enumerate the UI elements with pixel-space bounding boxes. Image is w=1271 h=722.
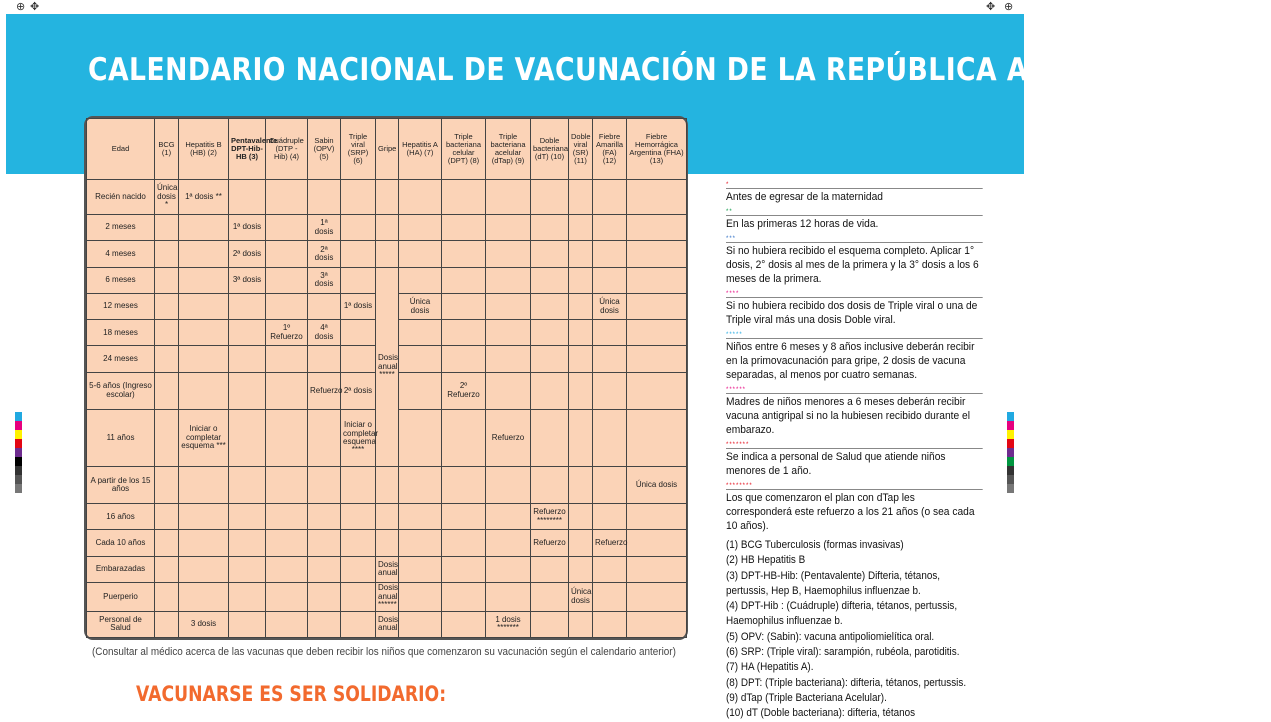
table-cell (531, 556, 569, 582)
table-row (87, 504, 687, 530)
table-cell: 2º Refuerzo (442, 372, 486, 409)
row-label: 18 meses (87, 320, 155, 346)
table-cell (155, 556, 179, 582)
table-cell (266, 372, 308, 409)
column-header: Doble bacteriana (dT) (10) (531, 119, 569, 180)
table-cell: Única dosis * (155, 180, 179, 215)
column-header: Triple bacteriana celular (DPT) (8) (442, 119, 486, 180)
table-cell (308, 346, 341, 372)
table-cell: Dosis anual (376, 611, 399, 637)
table-cell (179, 582, 229, 611)
footnote-text: Antes de egresar de la maternidad (726, 188, 983, 204)
row-label: 4 meses (87, 241, 155, 267)
table-cell (229, 372, 266, 409)
table-cell (376, 530, 399, 556)
footnotes (726, 182, 986, 538)
table-cell (486, 556, 531, 582)
table-cell (399, 267, 442, 293)
table-cell (266, 466, 308, 503)
table-cell (229, 320, 266, 346)
table-cell: 1º Refuerzo (266, 320, 308, 346)
table-cell (308, 582, 341, 611)
table-cell (593, 267, 627, 293)
abbreviation-line: (2) HB Hepatitis B (726, 554, 806, 567)
table-cell (399, 180, 442, 215)
table-cell (593, 346, 627, 372)
row-label: Cada 10 años (87, 530, 155, 556)
table-cell: 3ª dosis (308, 267, 341, 293)
footnote-text: Se indica a personal de Salud que atiende niños menores de 1 año. (726, 448, 983, 478)
table-cell (155, 293, 179, 319)
table-cell (229, 180, 266, 215)
table-cell (486, 504, 531, 530)
footnote-mark: ****** (726, 387, 747, 393)
table-cell (155, 215, 179, 241)
footnote-mark: * (726, 182, 730, 188)
table-cell (155, 241, 179, 267)
table-cell (442, 180, 486, 215)
row-label: 2 meses (87, 215, 155, 241)
table-cell (442, 215, 486, 241)
footnote-mark: ** (726, 209, 733, 215)
table-cell: Iniciar o completar esquema *** (179, 409, 229, 466)
abbreviation-line: (7) HA (Hepatitis A). (726, 661, 814, 674)
column-header: Hepatitis A (HA) (7) (399, 119, 442, 180)
table-cell (442, 611, 486, 637)
column-header: Triple viral (SRP) (6) (341, 119, 376, 180)
table-cell: Refuerzo (486, 409, 531, 466)
abbreviation-line: (6) SRP: (Triple viral): sarampión, rubéola, parotiditis. (726, 646, 960, 659)
table-cell (486, 180, 531, 215)
table-cell: Única dosis (399, 293, 442, 319)
table-cell (229, 466, 266, 503)
abbreviation-line: (10) dT (Doble bacteriana): difteria, tétanos (726, 707, 916, 720)
table-cell (531, 320, 569, 346)
table-cell (179, 215, 229, 241)
table-cell (627, 409, 687, 466)
table-cell (442, 320, 486, 346)
table-cell (399, 409, 442, 466)
column-header: Pentavalente DPT-Hib-HB (3) (229, 119, 266, 180)
table-cell (442, 267, 486, 293)
table-cell: 2ª dosis (308, 241, 341, 267)
table-cell (341, 320, 376, 346)
table-cell (569, 267, 593, 293)
table-cell (486, 215, 531, 241)
table-cell (341, 346, 376, 372)
footnote-text: Si no hubiera recibido dos dosis de Triple viral o una de Triple viral más una dosis Doble viral. (726, 297, 983, 327)
table-cell (569, 293, 593, 319)
table-row (87, 241, 687, 267)
table-cell (266, 530, 308, 556)
table-cell (442, 582, 486, 611)
table-cell (229, 556, 266, 582)
table-cell (531, 466, 569, 503)
table-cell (341, 611, 376, 637)
table-cell: 1ª dosis ** (179, 180, 229, 215)
table-cell (627, 241, 687, 267)
table-cell (531, 346, 569, 372)
table-cell (308, 409, 341, 466)
row-label: 5-6 años (Ingreso escolar) (87, 372, 155, 409)
table-cell (627, 293, 687, 319)
row-label: 24 meses (87, 346, 155, 372)
registration-mark-icon: ✥ (986, 1, 996, 13)
table-cell (442, 409, 486, 466)
table-cell (486, 346, 531, 372)
row-label: 11 años (87, 409, 155, 466)
table-cell (376, 466, 399, 503)
table-cell (229, 293, 266, 319)
row-label: 12 meses (87, 293, 155, 319)
table-cell (179, 372, 229, 409)
table-cell (569, 556, 593, 582)
table-cell (179, 556, 229, 582)
footnote (726, 291, 986, 327)
table-cell: Única dosis (593, 293, 627, 319)
table-cell: 4ª dosis (308, 320, 341, 346)
footnote-text: Niños entre 6 meses y 8 años inclusive deberán recibir en la primovacunación para gripe, 2 dosis de vacuna separadas, al menos por cuatro semanas. (726, 338, 983, 382)
table-cell (627, 267, 687, 293)
table-cell (486, 267, 531, 293)
table-cell (442, 293, 486, 319)
table-cell (486, 241, 531, 267)
table-cell (593, 611, 627, 637)
row-label: Personal de Salud (87, 611, 155, 637)
column-header: Fiebre Hemorrágica Argentina (FHA) (13) (627, 119, 687, 180)
column-header: Fiebre Amarilla (FA) (12) (593, 119, 627, 180)
table-cell: Refuerzo (308, 372, 341, 409)
abbreviations-list (726, 538, 1006, 722)
table-cell (531, 180, 569, 215)
slogan: VACUNARSE ES SER SOLIDARIO: (136, 682, 447, 706)
footnote-text: En las primeras 12 horas de vida. (726, 215, 983, 231)
table-cell (627, 530, 687, 556)
table-cell (593, 215, 627, 241)
table-cell (341, 215, 376, 241)
table-cell (486, 466, 531, 503)
table-cell (376, 215, 399, 241)
table-cell (486, 320, 531, 346)
footnote-text: Madres de niños menores a 6 meses deberán recibir vacuna antigripal si no la hubiesen recibido durante el embarazo. (726, 393, 983, 437)
table-cell (531, 409, 569, 466)
print-header-strip (0, 0, 1040, 14)
table-cell (569, 215, 593, 241)
table-cell (593, 180, 627, 215)
table-cell (442, 466, 486, 503)
table-cell: Dosis anual (376, 556, 399, 582)
row-label: 6 meses (87, 267, 155, 293)
footnote (726, 332, 986, 382)
column-header: Triple bacteriana acelular (dTap) (9) (486, 119, 531, 180)
abbreviation-line: pertussis, Hep B, Haemophilus influenzae b. (726, 584, 921, 597)
footnote (726, 236, 986, 286)
table-row (87, 556, 687, 582)
table-cell (155, 582, 179, 611)
table-cell: 1 dosis ******* (486, 611, 531, 637)
table-cell (155, 611, 179, 637)
table-cell (155, 346, 179, 372)
footnote-text: Los que comenzaron el plan con dTap les corresponderá este refuerzo a los 21 años (o sea cada 10 años). (726, 489, 983, 533)
abbreviation-line: (4) DPT-Hib : (Cuádruple) difteria, tétanos, pertussis, (726, 600, 958, 613)
page-title: CALENDARIO NACIONAL DE VACUNACIÓN DE LA REPÚBLICA ARGENTINA 2011 (88, 52, 1271, 88)
table-cell (266, 556, 308, 582)
table-cell (399, 241, 442, 267)
table-row (87, 530, 687, 556)
table-cell (155, 409, 179, 466)
table-cell (593, 466, 627, 503)
table-cell: 1ª dosis (229, 215, 266, 241)
table-cell (266, 409, 308, 466)
footnote-mark: ******** (726, 483, 753, 489)
table-cell (569, 346, 593, 372)
table-cell (155, 320, 179, 346)
table-cell (569, 320, 593, 346)
row-label: Recién nacido (87, 180, 155, 215)
table-cell (376, 180, 399, 215)
table-cell (308, 293, 341, 319)
table-cell (486, 372, 531, 409)
table-cell (266, 293, 308, 319)
column-header: Sabin (OPV) (5) (308, 119, 341, 180)
table-cell (155, 372, 179, 409)
table-cell (593, 504, 627, 530)
column-header: Edad (87, 119, 155, 180)
table-cell (179, 267, 229, 293)
table-cell (399, 504, 442, 530)
table-cell (569, 372, 593, 409)
table-cell (399, 346, 442, 372)
table-cell (179, 504, 229, 530)
table-cell: Refuerzo (593, 530, 627, 556)
table-cell (341, 180, 376, 215)
table-cell (442, 504, 486, 530)
table-cell (593, 372, 627, 409)
table-cell (627, 320, 687, 346)
footnote-mark: ***** (726, 332, 743, 338)
table-cell (308, 466, 341, 503)
table-cell (229, 582, 266, 611)
abbreviation-line: Haemophilus influenzae b. (726, 615, 843, 628)
table-cell (593, 556, 627, 582)
table-cell: Única dosis (627, 466, 687, 503)
table-cell (266, 215, 308, 241)
table-cell (442, 556, 486, 582)
row-label: Puerperio (87, 582, 155, 611)
abbreviation-line: (3) DPT-HB-Hib: (Pentavalente) Difteria, tétanos, (726, 569, 941, 582)
table-cell (229, 346, 266, 372)
table-cell (486, 293, 531, 319)
footnote-mark: ******* (726, 442, 750, 448)
color-calibration-bar (15, 412, 22, 493)
table-cell (266, 180, 308, 215)
table-cell (593, 582, 627, 611)
registration-mark-icon: ⊕ (1004, 1, 1014, 13)
table-cell (376, 241, 399, 267)
table-row (87, 215, 687, 241)
table-cell (341, 466, 376, 503)
table-cell (531, 267, 569, 293)
table-cell (266, 267, 308, 293)
table-cell (593, 241, 627, 267)
table-cell (486, 582, 531, 611)
table-cell (593, 409, 627, 466)
registration-mark-icon: ✥ (30, 1, 40, 13)
table-cell (341, 241, 376, 267)
table-cell (266, 582, 308, 611)
vaccination-calendar-table (84, 116, 688, 640)
table-cell: 1ª dosis (308, 215, 341, 241)
table-cell (399, 556, 442, 582)
consult-note: (Consultar al médico acerca de las vacunas que deben recibir los niños que comenzaron su vacunación según el calendario anterior) (92, 646, 676, 658)
table-cell (627, 556, 687, 582)
table-cell (627, 215, 687, 241)
column-header: Doble viral (SR) (11) (569, 119, 593, 180)
table-cell (308, 504, 341, 530)
table-cell: Refuerzo ******** (531, 504, 569, 530)
column-header: Cuádruple (DTP - Hib) (4) (266, 119, 308, 180)
table-cell (341, 504, 376, 530)
footnote-text: Si no hubiera recibido el esquema completo. Aplicar 1° dosis, 2° dosis al mes de la primera y la 3° dosis a los 6 meses de la primera. (726, 242, 983, 286)
column-header: BCG (1) (155, 119, 179, 180)
table-cell: 2ª dosis (229, 241, 266, 267)
table-cell (569, 409, 593, 466)
table-cell (627, 180, 687, 215)
footnote (726, 442, 986, 478)
table-cell (179, 346, 229, 372)
table-cell (155, 466, 179, 503)
table-cell (341, 530, 376, 556)
table-cell (179, 466, 229, 503)
table-cell: Única dosis (569, 582, 593, 611)
table-cell (399, 215, 442, 241)
table-cell: 2ª dosis (341, 372, 376, 409)
table-cell (593, 320, 627, 346)
table-cell: 3 dosis (179, 611, 229, 637)
table-cell (229, 530, 266, 556)
table-cell (627, 504, 687, 530)
table-cell (531, 241, 569, 267)
row-label: Embarazadas (87, 556, 155, 582)
row-label: A partir de los 15 años (87, 466, 155, 503)
footnote (726, 483, 986, 533)
table-cell (179, 241, 229, 267)
table-cell (229, 409, 266, 466)
table-cell (266, 504, 308, 530)
table-cell (569, 611, 593, 637)
table-cell (627, 346, 687, 372)
table-cell (341, 556, 376, 582)
table-cell (569, 504, 593, 530)
column-header: Hepatitis B (HB) (2) (179, 119, 229, 180)
column-header: Gripe (376, 119, 399, 180)
table-cell (442, 530, 486, 556)
footnote-mark: **** (726, 291, 740, 297)
table-cell (341, 582, 376, 611)
table-cell (399, 611, 442, 637)
table-cell: Dosis anual ****** (376, 582, 399, 611)
table-cell (627, 582, 687, 611)
abbreviation-line: (5) OPV: (Sabin): vacuna antipoliomielítica oral. (726, 630, 935, 643)
table-cell (569, 530, 593, 556)
table-cell (569, 241, 593, 267)
table-cell (308, 611, 341, 637)
table-cell (179, 320, 229, 346)
table-cell (569, 180, 593, 215)
color-calibration-bar (1007, 412, 1014, 493)
row-label: 16 años (87, 504, 155, 530)
table-cell (531, 611, 569, 637)
table-row (87, 611, 687, 637)
table-cell (376, 504, 399, 530)
table-cell: 1ª dosis (341, 293, 376, 319)
table-cell (155, 267, 179, 293)
table-cell (442, 241, 486, 267)
table-cell (266, 611, 308, 637)
table-cell (179, 293, 229, 319)
table-row (87, 466, 687, 503)
table-row (87, 180, 687, 215)
table-cell: Iniciar o completar esquema **** (341, 409, 376, 466)
table-cell (399, 466, 442, 503)
table-cell (399, 582, 442, 611)
table-cell (531, 372, 569, 409)
table-cell (266, 241, 308, 267)
table-cell: Refuerzo (531, 530, 569, 556)
table-cell (531, 215, 569, 241)
table-cell (308, 556, 341, 582)
table-cell: 3ª dosis (229, 267, 266, 293)
footnote (726, 182, 986, 204)
table-cell: Dosis anual ***** (376, 267, 399, 466)
registration-mark-icon: ⊕ (16, 1, 26, 13)
table-cell (266, 346, 308, 372)
abbreviation-line: (1) BCG Tuberculosis (formas invasivas) (726, 539, 904, 551)
table-cell (399, 320, 442, 346)
footnote (726, 387, 986, 437)
table-cell (155, 530, 179, 556)
table-cell (341, 267, 376, 293)
table-cell (569, 466, 593, 503)
table-cell (442, 346, 486, 372)
table-cell (627, 372, 687, 409)
abbreviation-line: (9) dTap (Triple Bacteriana Acelular). (726, 691, 887, 704)
table-cell (531, 582, 569, 611)
table-cell (179, 530, 229, 556)
footnote (726, 209, 986, 231)
table-cell (399, 372, 442, 409)
table-cell (155, 504, 179, 530)
table-cell (531, 293, 569, 319)
footnote-mark: *** (726, 236, 737, 242)
table-cell (308, 180, 341, 215)
table-cell (627, 611, 687, 637)
table-cell (229, 611, 266, 637)
abbreviation-line: (8) DPT: (Triple bacteriana): difteria, tétanos, pertussis. (726, 676, 967, 689)
table-row (87, 267, 687, 293)
table-cell (486, 530, 531, 556)
vaccination-table (86, 118, 687, 638)
table-cell (399, 530, 442, 556)
table-row (87, 582, 687, 611)
table-cell (229, 504, 266, 530)
table-cell (308, 530, 341, 556)
